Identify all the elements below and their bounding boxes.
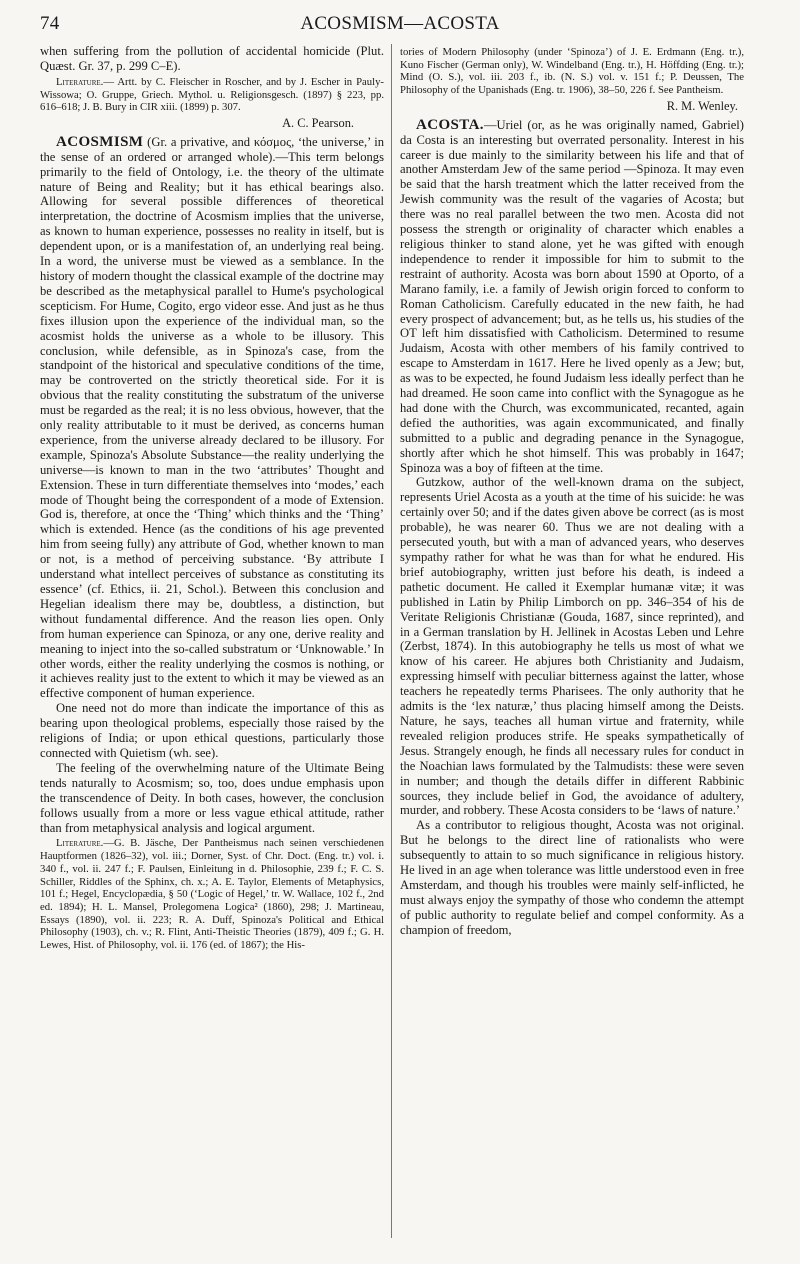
left-column xyxy=(40,44,384,954)
literature-heading: Literature. xyxy=(56,75,104,88)
literature-text: — Artt. by C. Fleischer in Roscher, and by J. Escher in Pauly-Wissowa; O. Gruppe, Griech. Mythol. u. Religionsgesch. (1897) § 223, pp. 616–618; J. B. Bury in CIR xiii. (1899) p. 307. xyxy=(40,75,384,114)
literature-note xyxy=(40,837,384,951)
literature-note xyxy=(40,76,384,114)
literature-continuation: tories of Modern Philosophy (under ‘Spinoza’) of J. E. Erdmann (Eng. tr.), Kuno Fischer (German only), W. Windelband (Eng. tr.), H. Höffding (Eng. tr.); Mind (O. S.), vol. iii. 203 f., ib. (N. S.) vol. v. 151 f.; P. Deussen, The Philosophy of the Upanishads (Eng. tr. 1906), 38–50, 226 f. See Pantheism. xyxy=(400,46,744,97)
column-divider xyxy=(391,44,392,1238)
literature-text: —G. B. Jäsche, Der Pantheismus nach seinen verschiedenen Hauptformen (1826–32), vol. iii.; Dorner, Syst. of Chr. Doct. (Eng. tr.) vol. i. 340 f., vol. ii. 247 f.; F. Paulsen, Einleitung in d. Philosophie, 239 f.; F. C. S. Schiller, Riddles of the Sphinx, ch. x.; A. E. Taylor, Elements of Metaphysics, 101 f.; Hegel, Encyclopædia, § 50 (‘Logic of Hegel,’ tr. W. Wallace, 102 f., 2nd ed. 1894); H. L. Mansel, Prolegomena Logica² (1860), 298; J. Martineau, Essays (1890), vol. ii. 223; R. A. Duff, Spinoza's Political and Ethical Philosophy (1903), ch. v.; R. Flint, Anti-Theistic Theories (1879), 409 f.; G. H. Lewes, Hist. of Philosophy, vol. ii. 176 (ed. of 1867); the His- xyxy=(40,837,384,952)
entry-text: (Gr. a privative, and κόσμος, ‘the universe,’ in the sense of an ordered or arranged whole).—This term belongs primarily to the field of Ontology, i.e. the theory of the ultimate nature of Being and Reality; but it has ethical bearings also. Allowing for several possible differences of theoretical interpretation, the doctrine of Acosmism implies that the universe, as known to human experience, possesses no reality in itself, but is dependent upon, or is a manifestation of, an underlying real being. In a word, the universe must be viewed as a semblance. In the history of modern thought the classical example of the doctrine may be described as the metaphysical parallel to Hume's psychological scepticism. For Hume, Cogito, ergo videor esse. And just as he thus fixes illusion upon the experience of the individual man, so the acosmist holds the universe as a whole to be illusory. This conclusion, while defensible, as in Spinoza's case, from the standpoint of the historical and speculative conditions of the time, may be controverted on the strictly theoretical side. For it is obvious that the reality constituting the substratum of the universe must be regarded as the real; it is no less obvious, however, that the only reality attributable to it must be derived, as concerns human experience, from the universe already declared to be illusory. For example, Spinoza's Absolute Substance—the reality underlying the universe—is known to man in the two ‘attributes’ Thought and Extension. These in turn differentiate themselves into ‘modes,’ each mode of Thought being the correspondent of a mode of Extension. God is, therefore, at once the ‘Thing’ which thinks and the ‘Thing’ which is extended. Hence (as the conditions of his age prevented him from seeing fully) any attribute of God, whether known to man or not, is a method of perceiving substance. ‘By attribute I understand what intellect perceives of substance as constituting its essence’ (cf. Ethics, ii. 21, Schol.). Between this conclusion and Hegelian idealism there may be, doubtless, a distinction, but without fundamental difference. And the reason lies open. Only from human experience can Spinoza, or any one, derive reality and meaning to inject into the so-called substratum or ‘Unknowable.’ In other words, either the reality underlying the cosmos is nothing, or it achieves reality just to the extent to which it may be viewed as an effective component of human experience. xyxy=(40,134,384,701)
author-signature: A. C. Pearson. xyxy=(282,115,354,130)
headword: ACOSTA. xyxy=(416,116,484,133)
page-number: 74 xyxy=(40,13,60,34)
paragraph: One need not do more than indicate the importance of this as bearing upon theological problems, especially those raised by the religions of India; or upon ethical questions, particularly those connected with Quietism (wh. see). xyxy=(40,701,384,760)
running-title: ACOSMISM—ACOSTA xyxy=(300,13,500,34)
entry-acosta xyxy=(400,118,744,476)
paragraph: The feeling of the overwhelming nature of the Ultimate Being tends naturally to Acosmism; so, too, does undue emphasis upon the transcendence of Deity. In both cases, however, the conclusion follows usually from a more or less vague ethical attitude, rather than from metaphysical analysis and logical argument. xyxy=(40,760,384,835)
page-header xyxy=(40,13,760,35)
literature-heading: Literature. xyxy=(56,837,104,850)
paragraph: when suffering from the pollution of accidental homicide (Plut. Quæst. Gr. 37, p. 299 C–E). xyxy=(40,44,384,73)
headword: ACOSMISM xyxy=(56,133,144,150)
right-column xyxy=(400,44,744,938)
paragraph: As a contributor to religious thought, Acosta was not original. But he belongs to the direct line of rationalists who were subsequently to attain to so much significance in religious history. He lived in an age when tolerance was little understood even in free Amsterdam, and though his troubles were mainly self-inflicted, he must always enjoy the sympathy of those who condemn the attempt of public authority to regulate belief and compel conformity. As a champion of freedom, xyxy=(400,818,744,937)
author-signature: R. M. Wenley. xyxy=(666,98,738,113)
entry-acosmism xyxy=(40,135,384,701)
entry-text: —Uriel (or, as he was originally named, Gabriel) da Costa is an interesting but overrated personality. Interest in his career is due mainly to the similarity between his life and that of another Amsterdam Jew of the same period —Spinoza. It may even be said that the harsh treatment which the latter received from the Jewish community was the result of the vagaries of Acosta; but there was no real parallel between the two men. Acosta did not possess the strength or originality of character which enables a religious thinker to stand alone, yet he was gifted with enough independence to render it impossible for him to submit to the restraint of authority. Acosta was born about 1590 at Oporto, of a Marano family, i.e. a family of Jewish origin forced to conform to Roman Catholicism. Carefully educated in the new faith, he had every prospect of advancement; but, as he tells us, his studies of the OT left him dissatisfied with Catholicism. Determined to resume Judaism, Acosta with other members of his family contrived to escape to Amsterdam in 1617. Here he lived openly as a Jew; but, as was to be expected, he found Judaism less ideally perfect than he had dreamed. He soon came into conflict with the Synagogue as he had done with the Church, was excommunicated, recanted, again defied the authorities, was again excommunicated, and finally submitted to a public and degrading penance in the Synagogue, shortly after which he shot himself. This was probably in 1647; Spinoza was a boy of fifteen at the time. xyxy=(400,117,744,475)
paragraph: Gutzkow, author of the well-known drama on the subject, represents Uriel Acosta as a youth at the time of his suicide: he was certainly over 50; and if the dates given above be correct (as is most probable), he was nearer 60. Thus we are not dealing with a persecuted youth, but with a man of advanced years, who deserves sympathy rather for what he was than for what he endured. His brief autobiography, written just before his death, is indeed a pathetic document. He called it Exemplar humanæ vitæ; it was published in Latin by Philip Limborch on pp. 346–354 of his de Veritate Religionis Christianæ (Gouda, 1687, since reprinted), and in a German translation by H. Jellinek in Acostas Leben und Lehre (Zerbst, 1874). In this autobiography he tells us most of what we know of his career. He abjures both Christianity and Judaism, expressing himself with peculiar bitterness against the latter, whose teachers he repeatedly terms Pharisees. The only authority that he admits is the ‘lex naturæ,’ thus placing himself among the Deists. Nature, he says, teaches all human virtue and fraternity, while revealed religion produces strife. He speaks sympathetically of Jesus. Strangely enough, he finds all necessary rules for conduct in the Noachian laws formulated by the Talmudists: these were seven in number; and though the details differ in different Rabbinic sources, they include belief in God, the avoidance of adultery, murder, and robbery. These Acosta considers to be ‘laws of nature.’ xyxy=(400,475,744,818)
